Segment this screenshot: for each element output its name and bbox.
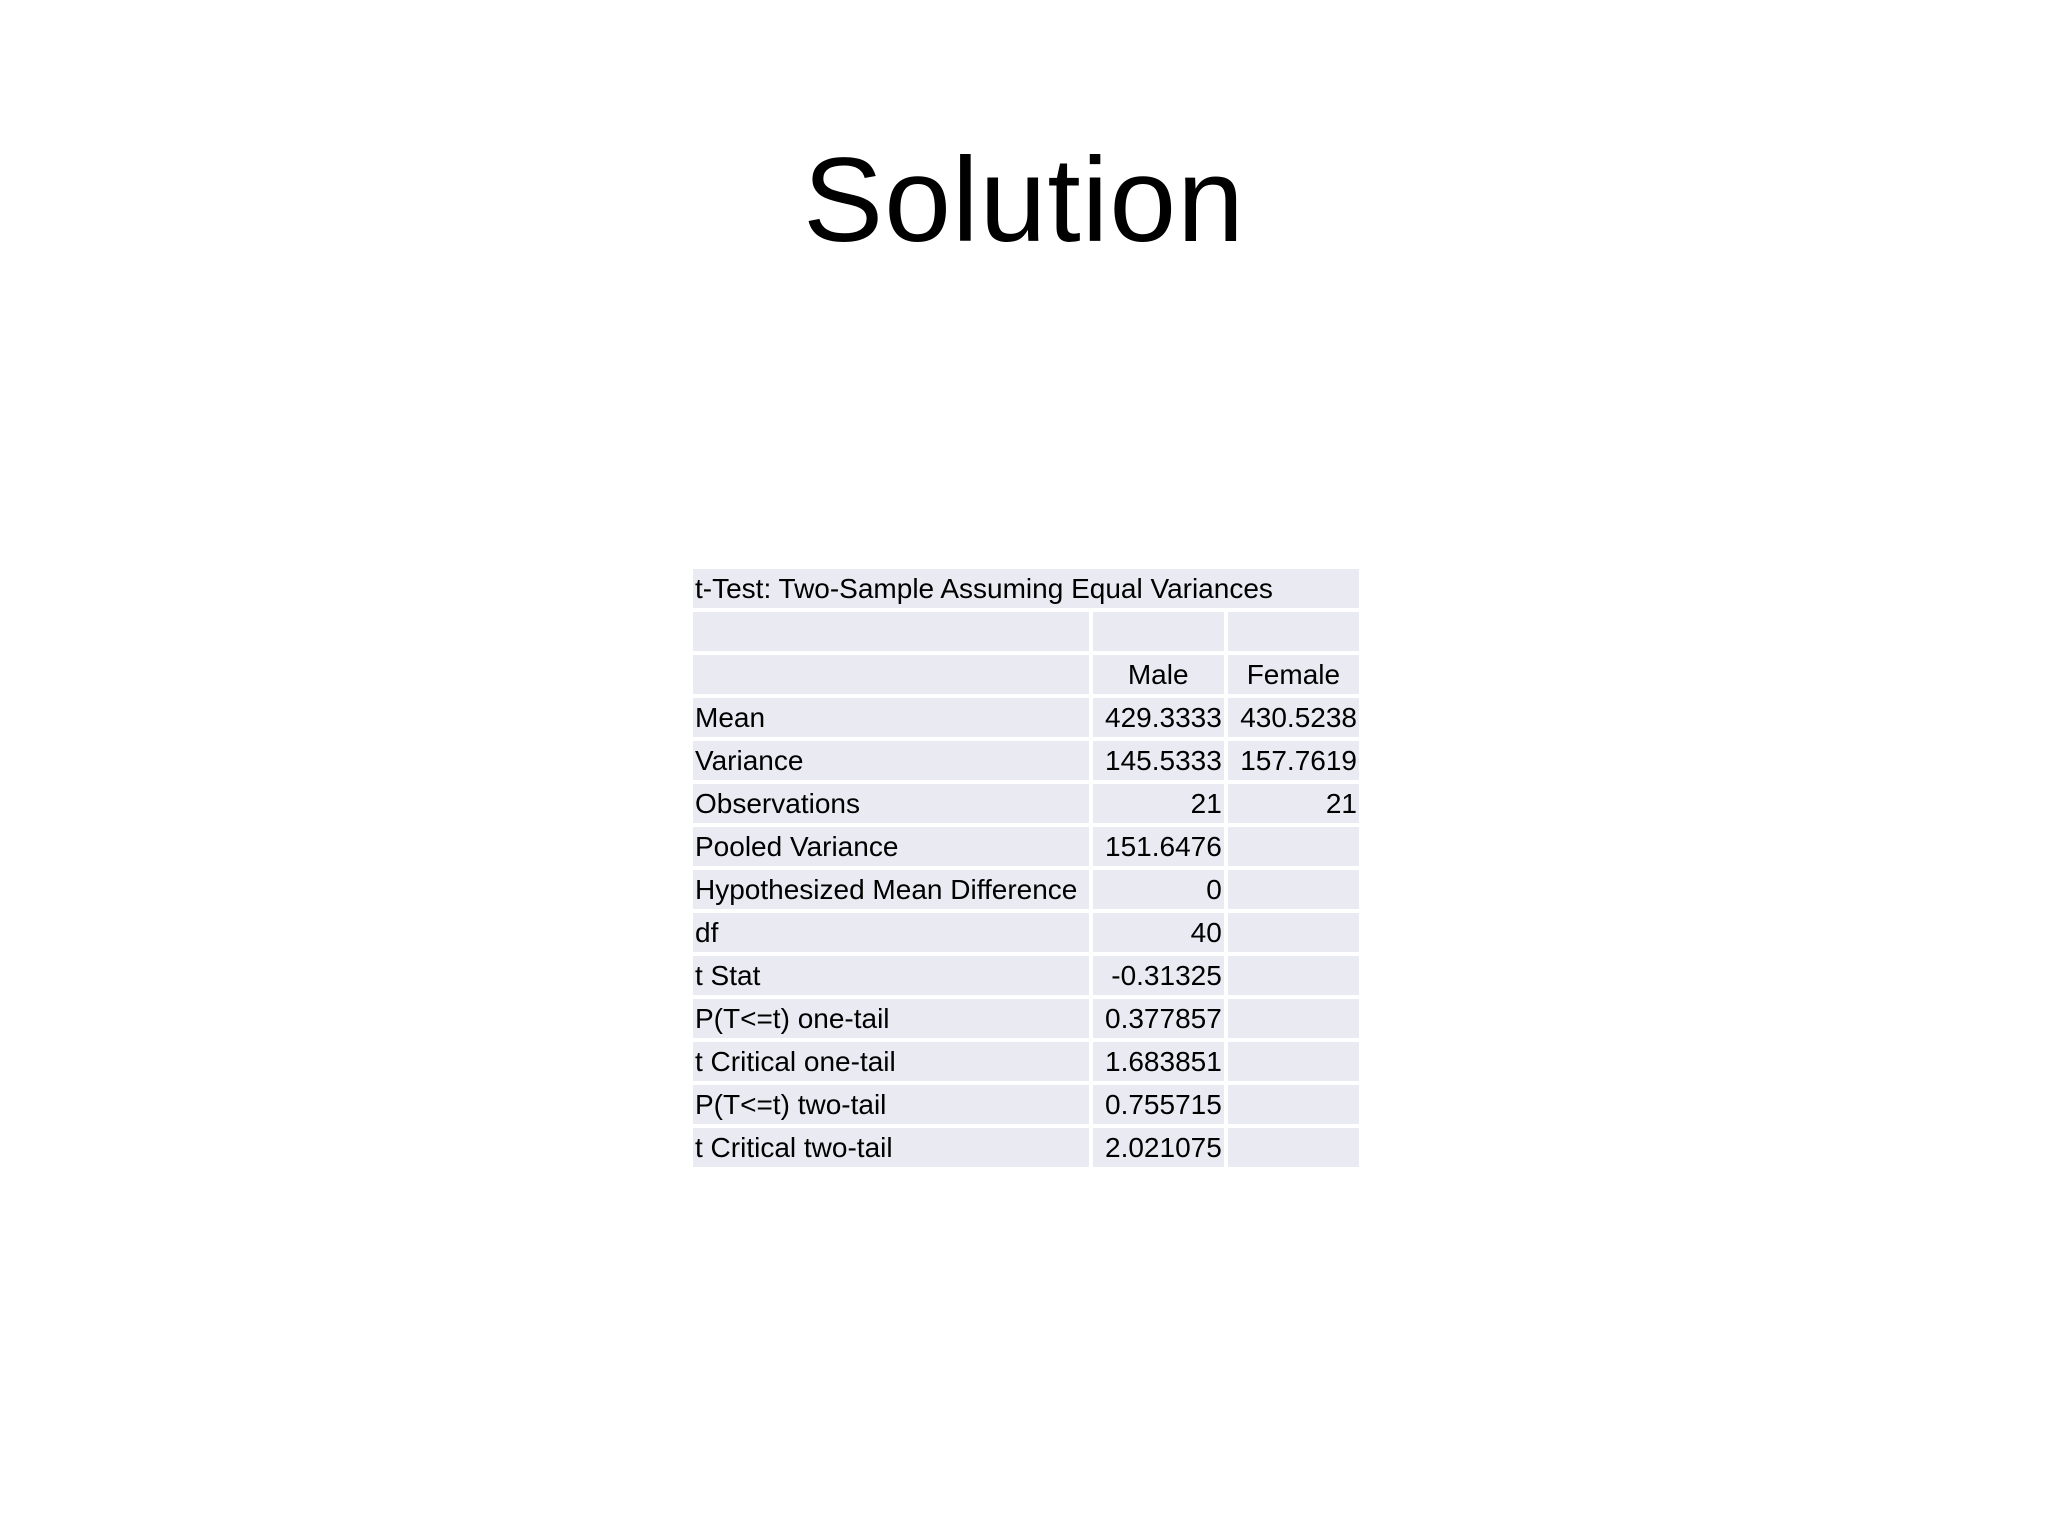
female-value	[1228, 870, 1359, 909]
row-label: t Stat	[693, 956, 1089, 995]
table-row	[693, 784, 1359, 823]
row-label: df	[693, 913, 1089, 952]
row-label: t Critical one-tail	[693, 1042, 1089, 1081]
table-row	[693, 999, 1359, 1038]
table-row	[693, 956, 1359, 995]
row-label: Mean	[693, 698, 1089, 737]
row-label: Pooled Variance	[693, 827, 1089, 866]
male-value: 145.5333	[1093, 741, 1224, 780]
slide-title: Solution	[803, 133, 1245, 267]
female-value	[1228, 913, 1359, 952]
male-value: 0.377857	[1093, 999, 1224, 1038]
table-row	[693, 741, 1359, 780]
female-value	[1228, 999, 1359, 1038]
female-value	[1228, 1042, 1359, 1081]
table-row	[693, 913, 1359, 952]
male-value: 1.683851	[1093, 1042, 1224, 1081]
blank-cell	[693, 612, 1089, 651]
table-row	[693, 698, 1359, 737]
female-value	[1228, 956, 1359, 995]
female-value: 21	[1228, 784, 1359, 823]
header-cell-female: Female	[1228, 655, 1359, 694]
male-value: 2.021075	[1093, 1128, 1224, 1167]
table-row	[693, 1128, 1359, 1167]
female-value	[1228, 1128, 1359, 1167]
table-row	[693, 1042, 1359, 1081]
row-label: Hypothesized Mean Difference	[693, 870, 1089, 909]
row-label: P(T<=t) one-tail	[693, 999, 1089, 1038]
male-value: 0	[1093, 870, 1224, 909]
table-row	[693, 827, 1359, 866]
female-value: 430.5238	[1228, 698, 1359, 737]
male-value: 151.6476	[1093, 827, 1224, 866]
female-value	[1228, 827, 1359, 866]
table-caption: t-Test: Two-Sample Assuming Equal Variances	[693, 569, 1359, 608]
female-value: 157.7619	[1228, 741, 1359, 780]
male-value: 0.755715	[1093, 1085, 1224, 1124]
header-cell-label	[693, 655, 1089, 694]
table-caption-row	[693, 569, 1359, 608]
table-row	[693, 870, 1359, 909]
female-value	[1228, 1085, 1359, 1124]
table-header-row	[693, 655, 1359, 694]
row-label: Variance	[693, 741, 1089, 780]
row-label: Observations	[693, 784, 1089, 823]
row-label: P(T<=t) two-tail	[693, 1085, 1089, 1124]
male-value: -0.31325	[1093, 956, 1224, 995]
table-blank-row	[693, 612, 1359, 651]
table-row	[693, 1085, 1359, 1124]
blank-cell	[1093, 612, 1224, 651]
blank-cell	[1228, 612, 1359, 651]
male-value: 21	[1093, 784, 1224, 823]
row-label: t Critical two-tail	[693, 1128, 1089, 1167]
t-test-results-table	[689, 565, 1363, 1171]
male-value: 40	[1093, 913, 1224, 952]
header-cell-male: Male	[1093, 655, 1224, 694]
male-value: 429.3333	[1093, 698, 1224, 737]
